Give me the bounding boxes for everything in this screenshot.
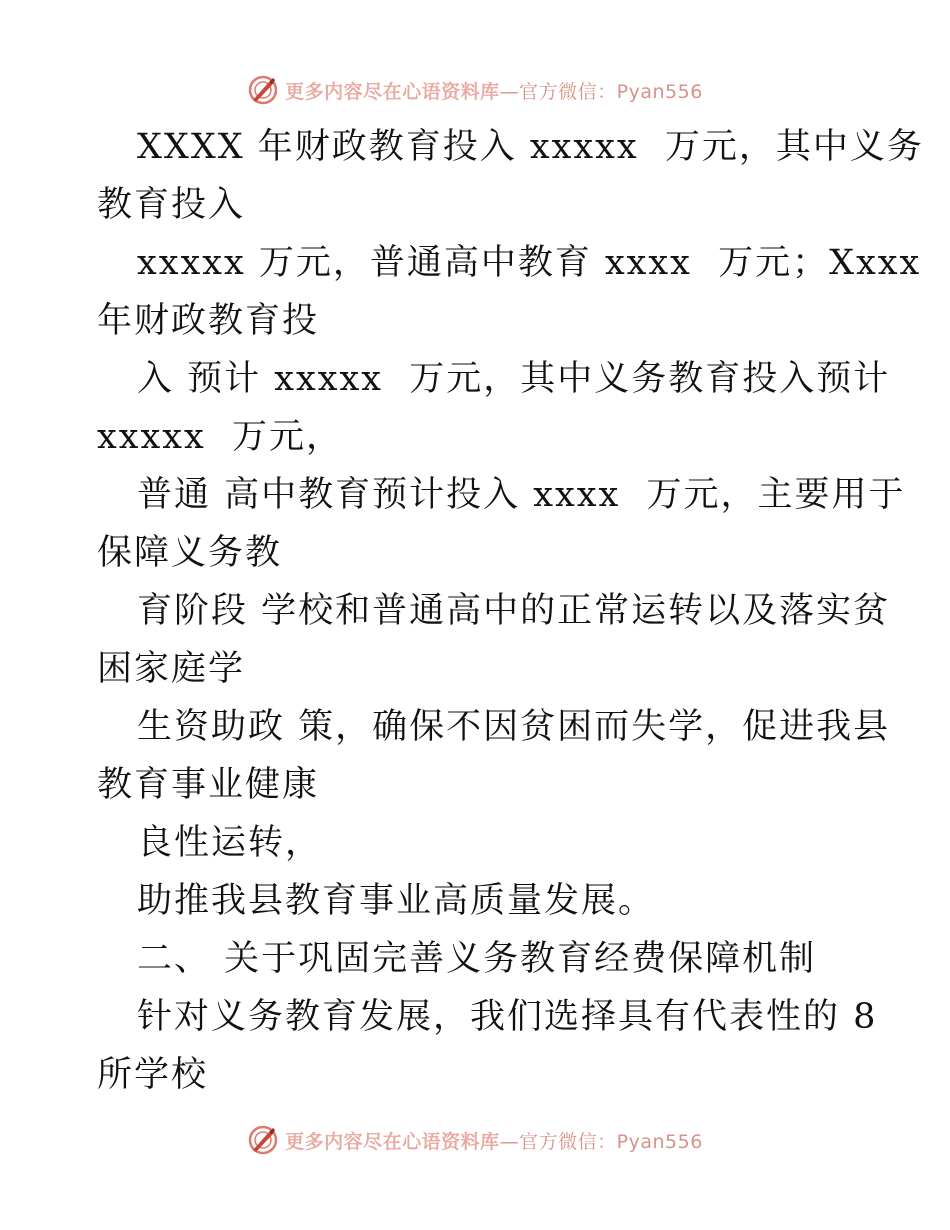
pen-logo-icon bbox=[247, 1124, 279, 1156]
text-line: 针对义务教育发展，我们选择具有代表性的 8 bbox=[137, 997, 878, 1037]
text-line: xxxxx 万元，普通高中教育 xxxx 万元；Xxxx bbox=[137, 243, 922, 283]
footer-watermark bbox=[0, 1122, 950, 1158]
watermark-title: 更多内容尽在心语资料库 bbox=[285, 80, 500, 103]
text-line: 教育投入 bbox=[97, 185, 246, 225]
watermark-text bbox=[285, 77, 703, 104]
text-line: XXXX 年财政教育投入 xxxxx 万元，其中义务 bbox=[137, 127, 924, 167]
text-line: 保障义务教 bbox=[97, 533, 283, 573]
watermark-text bbox=[285, 1127, 703, 1154]
pen-logo-icon bbox=[247, 74, 279, 106]
text-line: 育阶段 学校和普通高中的正常运转以及落实贫 bbox=[137, 591, 891, 631]
text-line: 良性运转， bbox=[137, 823, 323, 863]
watermark-dash: — bbox=[499, 1130, 520, 1153]
watermark-dash: — bbox=[499, 80, 520, 103]
text-line: 二、 关于巩固完善义务教育经费保障机制 bbox=[137, 939, 817, 979]
watermark-wechat: 官方微信：Pyan556 bbox=[519, 1130, 703, 1153]
document-body bbox=[97, 118, 924, 1104]
text-line: 入 预计 xxxxx 万元，其中义务教育投入预计 bbox=[137, 359, 891, 399]
header-watermark bbox=[0, 72, 950, 108]
text-line: 年财政教育投 bbox=[97, 301, 320, 341]
text-line: 教育事业健康 bbox=[97, 765, 320, 805]
watermark-wechat: 官方微信：Pyan556 bbox=[519, 80, 703, 103]
text-line: 助推我县教育事业高质量发展。 bbox=[137, 881, 656, 921]
text-line: 所学校 bbox=[97, 1055, 209, 1095]
text-line: 生资助政 策，确保不因贫困而失学，促进我县 bbox=[137, 707, 891, 747]
text-line: 困家庭学 bbox=[97, 649, 246, 689]
text-line: xxxxx 万元， bbox=[97, 417, 343, 457]
watermark-title: 更多内容尽在心语资料库 bbox=[285, 1130, 500, 1153]
text-line: 普通 高中教育预计投入 xxxx 万元，主要用于 bbox=[137, 475, 906, 515]
